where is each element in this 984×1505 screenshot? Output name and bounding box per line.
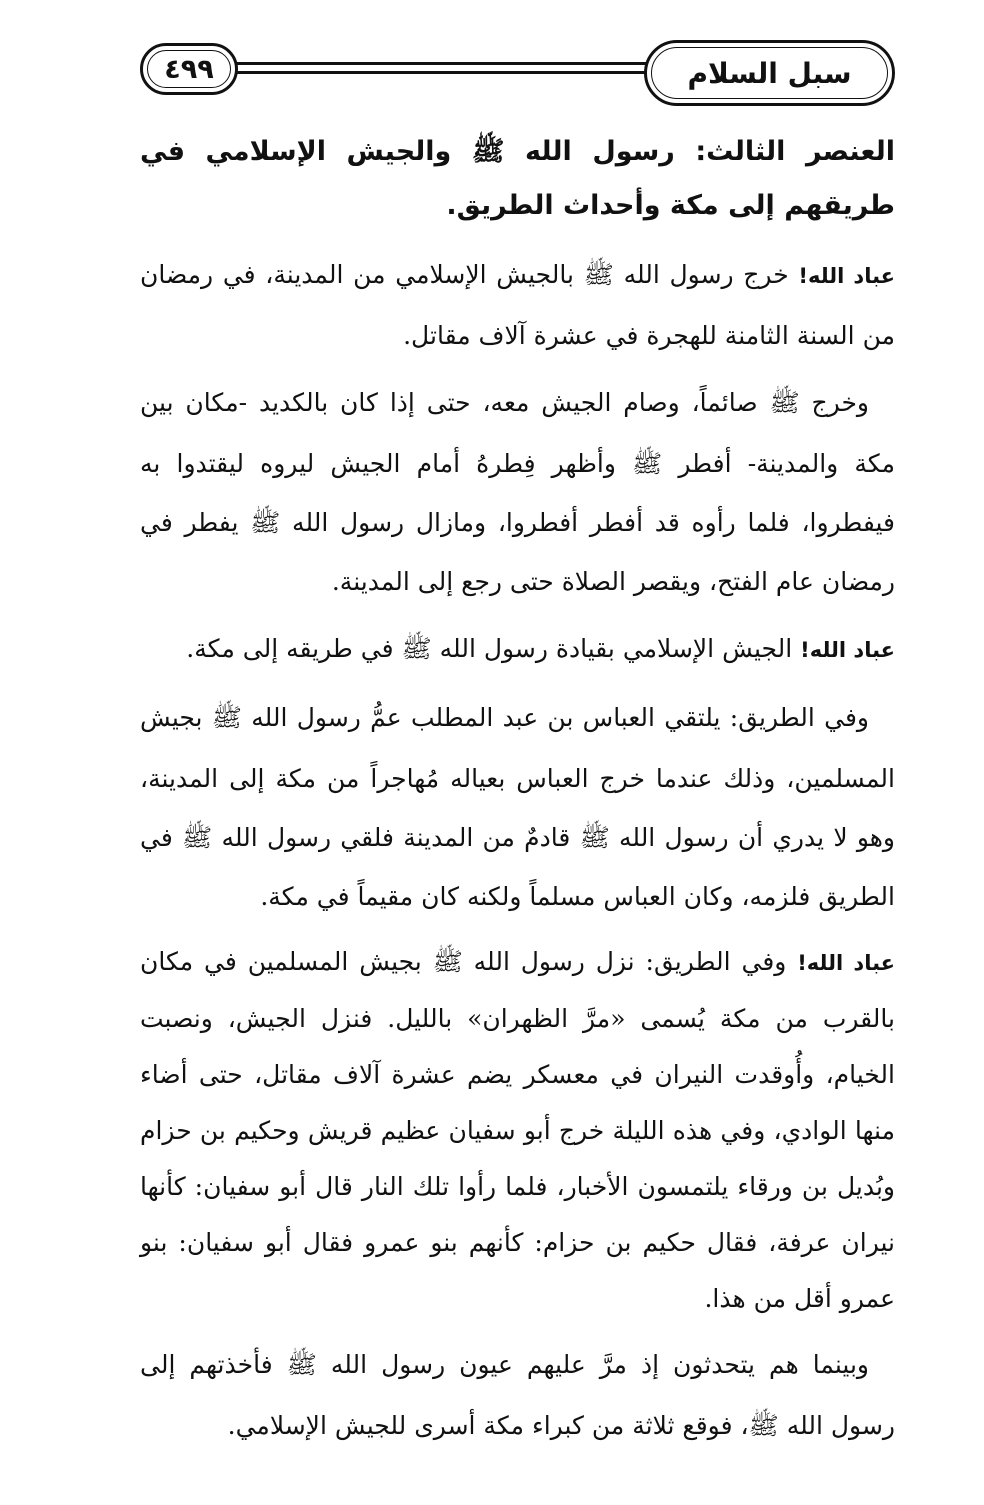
paragraph (140, 1335, 895, 1455)
page-body (140, 125, 895, 1463)
paragraph-text: الجيش الإسلامي بقيادة رسول الله ﷺ في طريقه إلى مكة. (186, 634, 801, 663)
paragraph-lead: عباد الله! (797, 951, 896, 975)
paragraph-text: خرج رسول الله ﷺ بالجيش الإسلامي من المدينة، في رمضان من السنة الثامنة للهجرة في عشرة آلاف مقاتل. (140, 260, 895, 350)
paragraph (140, 619, 895, 680)
paragraph-lead: عباد الله! (800, 638, 895, 662)
paragraph-lead: عباد الله! (798, 264, 895, 288)
paragraph-text: وبينما هم يتحدثون إذ مرَّ عليهم عيون رسول الله ﷺ فأخذتهم إلى رسول الله ﷺ، فوقع ثلاثة من كبراء مكة أسرى للجيش الإسلامي. (140, 1350, 895, 1440)
paragraph-text: وخرج ﷺ صائماً، وصام الجيش معه، حتى إذا كان بالكديد -مكان بين مكة والمدينة- أفطر ﷺ وأظهر فِطرهُ أمام الجيش ليروه ليقتدوا به فيفطروا، فلما رأوه قد أفطر أفطروا، ومازال رسول الله ﷺ يفطر في رمضان عام الفتح، ويقصر الصلاة حتى رجع إلى المدينة. (140, 388, 895, 596)
paragraph-text: وفي الطريق: يلتقي العباس بن عبد المطلب عمُّ رسول الله ﷺ بجيش المسلمين، وذلك عندما خرج العباس بعياله مُهاجراً من مكة إلى المدينة، وهو لا يدري أن رسول الله ﷺ قادمٌ من المدينة فلقي رسول الله ﷺ في الطريق فلزمه، وكان العباس مسلماً ولكنه كان مقيماً في مكة. (140, 703, 895, 911)
page-number: ٤٩٩ (140, 43, 238, 95)
paragraph (140, 688, 895, 926)
section-heading: العنصر الثالث: رسول الله ﷺ والجيش الإسلامي في طريقهم إلى مكة وأحداث الطريق. (140, 136, 895, 221)
paragraph-text: وفي الطريق: نزل رسول الله ﷺ بجيش المسلمين في مكان بالقرب من مكة يُسمى «مرَّ الظهران» بالليل. فنزل الجيش، ونصبت الخيام، وأُوقدت النيران في معسكر يضم عشرة آلاف مقاتل، حتى أضاء منها الوادي، وفي هذه الليلة خرج أبو سفيان عظيم قريش وحكيم بن حزام وبُديل بن ورقاء يلتمسون الأخبار، فلما رأوا تلك النار قال أبو سفيان: كأنها نيران عرفة، فقال حكيم بن حزام: كأنهم بنو عمرو فقال أبو سفيان: بنو عمرو أقل من هذا. (140, 947, 895, 1313)
paragraph (140, 373, 895, 611)
running-title: سبل السلام (644, 40, 895, 106)
paragraph (140, 934, 895, 1327)
page-header (140, 40, 895, 110)
paragraph (140, 245, 895, 365)
